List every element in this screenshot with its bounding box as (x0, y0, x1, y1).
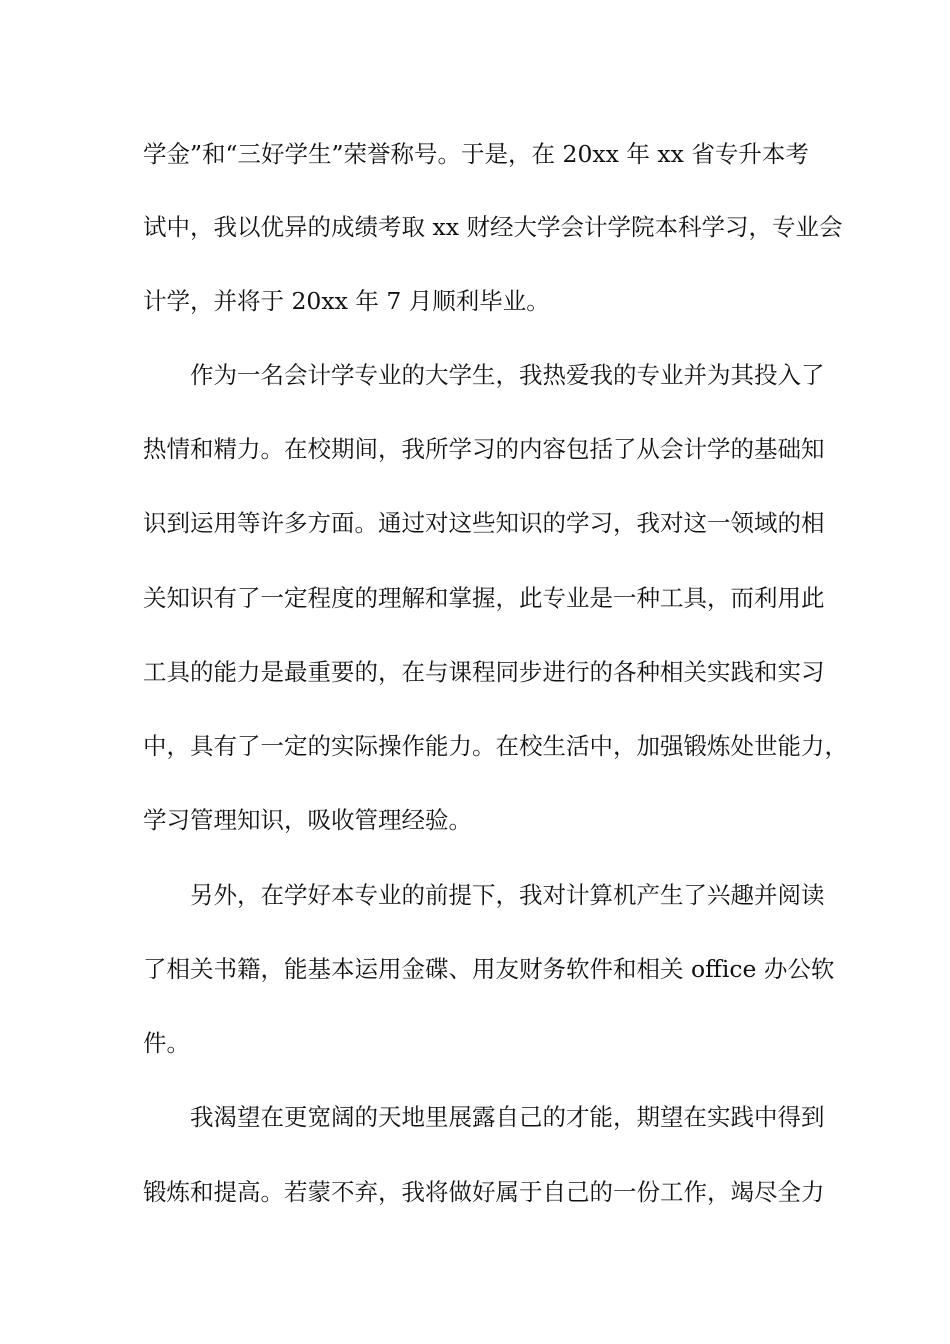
text-line: 热情和精力。在校期间，我所学习的内容包括了从会计学的基础知 (143, 435, 825, 463)
text-line: 了相关书籍，能基本运用金碟、用友财务软件和相关 office 办公软 (143, 955, 835, 983)
text-line: 工具的能力是最重要的，在与课程同步进行的各种相关实践和实习 (143, 658, 825, 686)
text-line: 学习管理知识，吸收管理经验。 (143, 806, 472, 834)
text-line: 识到运用等许多方面。通过对这些知识的学习，我对这一领域的相 (143, 509, 825, 537)
text-line: 计学，并将于 20xx 年 7 月顺利毕业。 (143, 287, 550, 315)
text-line: 学金”和“三好学生”荣誉称号。于是，在 20xx 年 xx 省专升本考 (143, 140, 809, 168)
text-line: 件。 (143, 1029, 190, 1057)
text-line: 锻炼和提高。若蒙不弃，我将做好属于自己的一份工作，竭尽全力 (143, 1178, 825, 1206)
paragraph-first-line: 另外，在学好本专业的前提下，我对计算机产生了兴趣并阅读 (190, 881, 825, 909)
paragraph-first-line: 作为一名会计学专业的大学生，我热爱我的专业并为其投入了 (190, 361, 825, 389)
text-line: 中，具有了一定的实际操作能力。在校生活中，加强锻炼处世能力， (143, 732, 848, 760)
paragraph-first-line: 我渴望在更宽阔的天地里展露自己的才能，期望在实践中得到 (190, 1103, 825, 1131)
text-line: 试中，我以优异的成绩考取 xx 财经大学会计学院本科学习，专业会 (143, 213, 843, 241)
text-line: 关知识有了一定程度的理解和掌握，此专业是一种工具，而利用此 (143, 584, 825, 612)
